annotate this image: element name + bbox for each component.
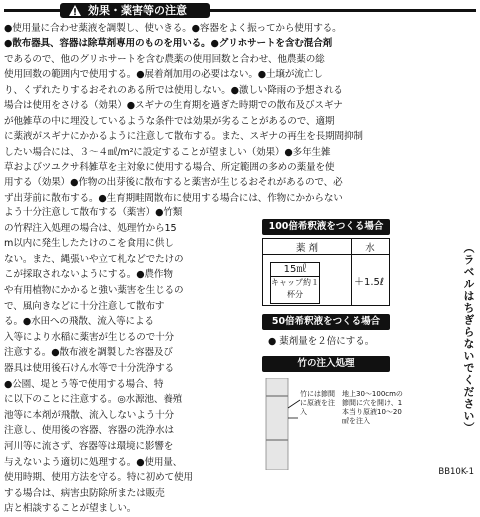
left-line: する場合は、病害虫防除所または販売 [4,487,165,499]
body-line: 用する（効果）●作物の出芽後に散布すると薬害が生じるおそれがあるので、必 [4,177,343,189]
dilution-100-title: 100倍希釈液をつくる場合 [262,219,390,235]
left-line: m以内に発生したたけのこを食用に供し [4,238,174,250]
left-line: ない。また、縄張いや立て札などでたけの [4,253,184,265]
left-line: 与えないよう適切に処理する。●使用量、 [4,456,183,468]
body-line: であるので、他のグリホサートを含む農薬の使用回数と合わせ、他農薬の総 [4,53,325,65]
left-line: で、風向きなどに十分注意して散布す [4,300,165,312]
body-line: ●使用量に合わせ薬液を調製し、使いきる。●容器をよく振ってから使用する。 [4,23,342,34]
cap-amount: 15㎖ [270,262,320,277]
left-line: 注意し、使用後の容器、容器の洗浄水は [4,425,174,437]
left-line: ●公園、堤とう等で使用する場合、特 [4,378,164,390]
left-line: 器具は使用後石けん水等で十分洗浄する [4,362,174,374]
body-line: ず出芽前に散布する。●生育期畦間散布に使用する場合には、作物にかからない [4,192,343,204]
cap-caption: キャップ約１杯分 [270,276,320,304]
warning-icon [68,4,82,17]
dilution-50-title: 50倍希釈液をつくる場合 [262,314,390,330]
left-line: の竹稈注入処理の場合は、処理竹から15 [4,222,177,234]
left-line: 注意する。●散布液を調製した容器及び [4,347,173,359]
body-line: に薬液がスギナにかかるように注意して散布する。また、スギナの再生を長期間抑制 [4,131,363,143]
body-line: ●散布器具、容器は除草剤専用のものを用いる。●グリホサートを含む混合剤 [4,38,333,50]
left-line: 使用時期、使用方法を守る。特に初めて使用 [4,472,193,484]
bamboo-height-note: 地上30～100cmの節間に穴を開け、1本当り原液10～20㎖を注入 [342,390,403,425]
dilution-50-note: ● 薬剤量を２倍にする。 [268,336,375,347]
body-line: したい場合には、３～４㎖/m²に設定することが望ましい（効果）●多年生雑 [4,146,331,158]
product-code: BB10K-1 [438,467,474,477]
left-line: 河川等に流さず、容器等は環境に影響を [4,440,174,452]
body-line: り、くずれたりするおそれのある所では使用しない。●激しい降雨の予想される [4,84,343,96]
table-divider [351,239,352,305]
caution-body-text [4,21,476,206]
label-keep-note: （ラベルはちぎらないでください） [462,242,475,434]
body-line: が他雑草の中に埋没しているような条件では効果が劣ることがあるので、適期 [4,115,335,127]
header-title: 効果・薬害等の注意 [88,4,187,17]
header-label [60,3,210,18]
left-line: よう十分注意して散布する（薬害）●竹類 [4,207,183,218]
col-water-header: 水 [365,243,375,254]
left-line: る。●水田への飛散、流入等による [4,316,154,328]
measuring-cap [270,262,320,304]
col-chemical-header: 薬 剤 [295,243,319,254]
bamboo-inject-note: 竹には節間に原液を注入 [300,390,335,416]
left-line: こが採取されないようにする。●農作物 [4,269,173,281]
bamboo-title: 竹の注入処理 [262,356,390,372]
body-line: 場合は使用をさける（効果）●スギナの生育期を過ぎた時期での散布及びスギナ [4,100,343,112]
table-divider [263,254,389,255]
body-line: 使用回数の範囲内で使用する。●展着剤加用の必要はない。●土壌が流亡し [4,69,323,81]
left-line: や有用植物にかかると強い薬害を生じるの [4,284,184,296]
left-line: 入等により水稲に薬害が生じるので十分 [4,331,174,343]
left-line: に以下のことに注意する。◎水源池、養殖 [4,394,183,406]
warning-header [4,3,476,17]
caution-left-column [4,205,254,517]
water-amount: ＋1.5ℓ [353,277,385,288]
left-line: 店と相談することが望ましい。 [4,503,137,515]
left-line: 池等に本剤が飛散、流入しないよう十分 [4,409,174,421]
body-line: 草およびツユクサ科雑草を主対象に使用する場合、所定範囲の多めの薬量を使 [4,161,335,173]
